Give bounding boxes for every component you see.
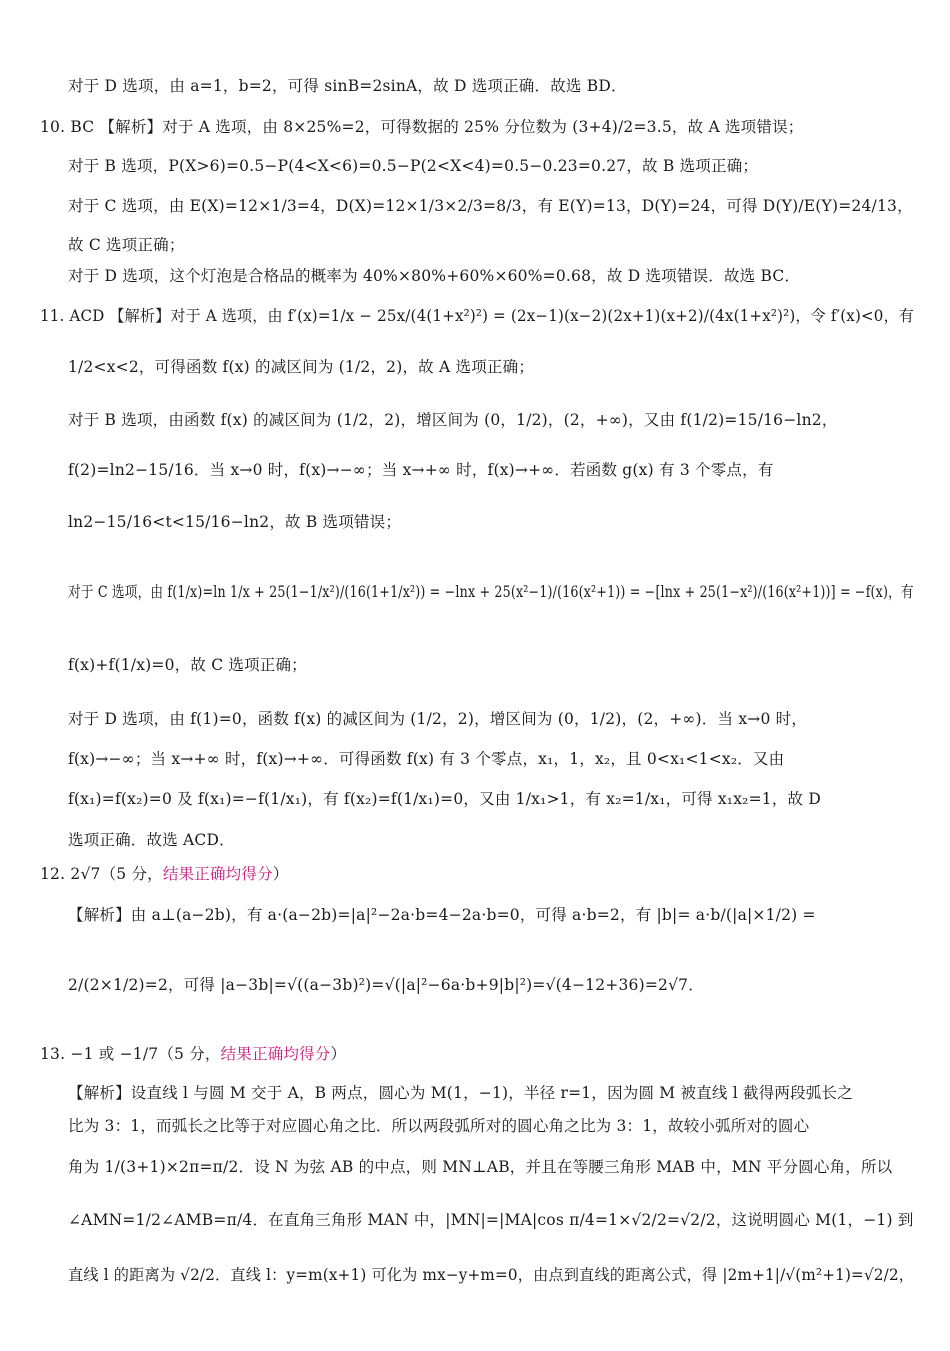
score-note: 结果正确均得分 bbox=[220, 1045, 331, 1063]
text-line: 【解析】由 a⊥(a−2b)，有 a·(a−2b)=|a|²−2a·b=4−2a·b=0，可得 a·b=2，有 |b|= a·b/(|a|×1/2) = bbox=[68, 906, 816, 924]
text-line: f(x₁)=f(x₂)=0 及 f(x₁)=−f(1/x₁)，有 f(x₂)=f(1/x₁)=0，又由 1/x₁>1，有 x₂=1/x₁，可得 x₁x₂=1，故 D bbox=[68, 790, 821, 808]
question-13-answer bbox=[40, 1044, 346, 1064]
text-line: 1/2<x<2，可得函数 f(x) 的减区间为 (1/2，2)，故 A 选项正确； bbox=[68, 358, 535, 376]
question-11: 11. ACD 【解析】对于 A 选项，由 f′(x)=1/x − 25x/(4(1+x²)²) = (2x−1)(x−2)(2x+1)(x+2)/(4x(1+x²)²)，令 f′(x)<0，有 bbox=[40, 307, 915, 325]
answer-text: 12. 2√7（5 分， bbox=[40, 865, 163, 883]
text-line: 对于 B 选项，由函数 f(x) 的减区间为 (1/2，2)，增区间为 (0，1/2)，(2，+∞)，又由 f(1/2)=15/16−ln2， bbox=[68, 411, 838, 429]
text-line: f(x)+f(1/x)=0，故 C 选项正确； bbox=[68, 656, 307, 674]
answer-close: ） bbox=[272, 865, 289, 883]
text-line: f(x)→−∞；当 x→+∞ 时，f(x)→+∞．可得函数 f(x) 有 3 个零点，x₁，1，x₂，且 0<x₁<1<x₂．又由 bbox=[68, 750, 785, 768]
text-line: 对于 B 选项，P(X>6)=0.5−P(4<X<6)=0.5−P(2<X<4)=0.5−0.23=0.27，故 B 选项正确； bbox=[68, 157, 759, 175]
answer-close: ） bbox=[330, 1045, 347, 1063]
text-line: 比为 3：1，而弧长之比等于对应圆心角之比．所以两段弧所对的圆心角之比为 3：1，故较小弧所对的圆心 bbox=[68, 1117, 810, 1135]
question-12-answer bbox=[40, 864, 288, 884]
cropped-top-line bbox=[0, 0, 950, 6]
text-line: 直线 l 的距离为 √2/2．直线 l：y=m(x+1) 可化为 mx−y+m=0，由点到直线的距离公式，得 |2m+1|/√(m²+1)=√2/2， bbox=[68, 1266, 915, 1284]
text-line: ln2−15/16<t<15/16−ln2，故 B 选项错误； bbox=[68, 513, 402, 531]
text-line: 对于 D 选项，由 a=1，b=2，可得 sinB=2sinA，故 D 选项正确．故选 BD． bbox=[68, 77, 627, 95]
text-line: 故 C 选项正确； bbox=[68, 236, 185, 254]
score-note: 结果正确均得分 bbox=[162, 865, 273, 883]
text-line: 对于 D 选项，这个灯泡是合格品的概率为 40%×80%+60%×60%=0.68，故 D 选项错误．故选 BC． bbox=[68, 267, 801, 285]
text-line: ∠AMN=1/2∠AMB=π/4．在直角三角形 MAN 中，|MN|=|MA|cos π/4=1×√2/2=√2/2，这说明圆心 M(1，−1) 到 bbox=[68, 1211, 914, 1229]
text-line: 对于 C 选项，由 f(1/x)=ln 1/x + 25(1−1/x²)/(16(1+1/x²)) = −lnx + 25(x²−1)/(16(x²+1)) = −[lnx + 25(1−x²)/(16(x²+1))] = −f(x)，有 bbox=[68, 583, 914, 601]
text-line: 对于 D 选项，由 f(1)=0，函数 f(x) 的减区间为 (1/2，2)，增区间为 (0，1/2)，(2，+∞)．当 x→0 时， bbox=[68, 710, 808, 728]
text-line: 对于 C 选项，由 E(X)=12×1/3=4，D(X)=12×1/3×2/3=8/3，有 E(Y)=13，D(Y)=24，可得 D(Y)/E(Y)=24/13， bbox=[68, 197, 913, 215]
text-line: 【解析】设直线 l 与圆 M 交于 A，B 两点，圆心为 M(1，−1)，半径 r=1，因为圆 M 被直线 l 截得两段弧长之 bbox=[68, 1084, 853, 1102]
answer-text: 13. −1 或 −1/7（5 分， bbox=[40, 1045, 221, 1063]
question-10: 10. BC 【解析】对于 A 选项，由 8×25%=2，可得数据的 25% 分位数为 (3+4)/2=3.5，故 A 选项错误； bbox=[40, 118, 804, 136]
text-line: 角为 1/(3+1)×2π=π/2．设 N 为弦 AB 的中点，则 MN⊥AB，并且在等腰三角形 MAB 中，MN 平分圆心角，所以 bbox=[68, 1158, 893, 1176]
text-line: f(2)=ln2−15/16．当 x→0 时，f(x)→−∞；当 x→+∞ 时，f(x)→+∞．若函数 g(x) 有 3 个零点，有 bbox=[68, 461, 774, 479]
text-line: 选项正确．故选 ACD． bbox=[68, 831, 235, 849]
text-line: 2/(2×1/2)=2，可得 |a−3b|=√((a−3b)²)=√(|a|²−6a·b+9|b|²)=√(4−12+36)=2√7． bbox=[68, 976, 704, 994]
